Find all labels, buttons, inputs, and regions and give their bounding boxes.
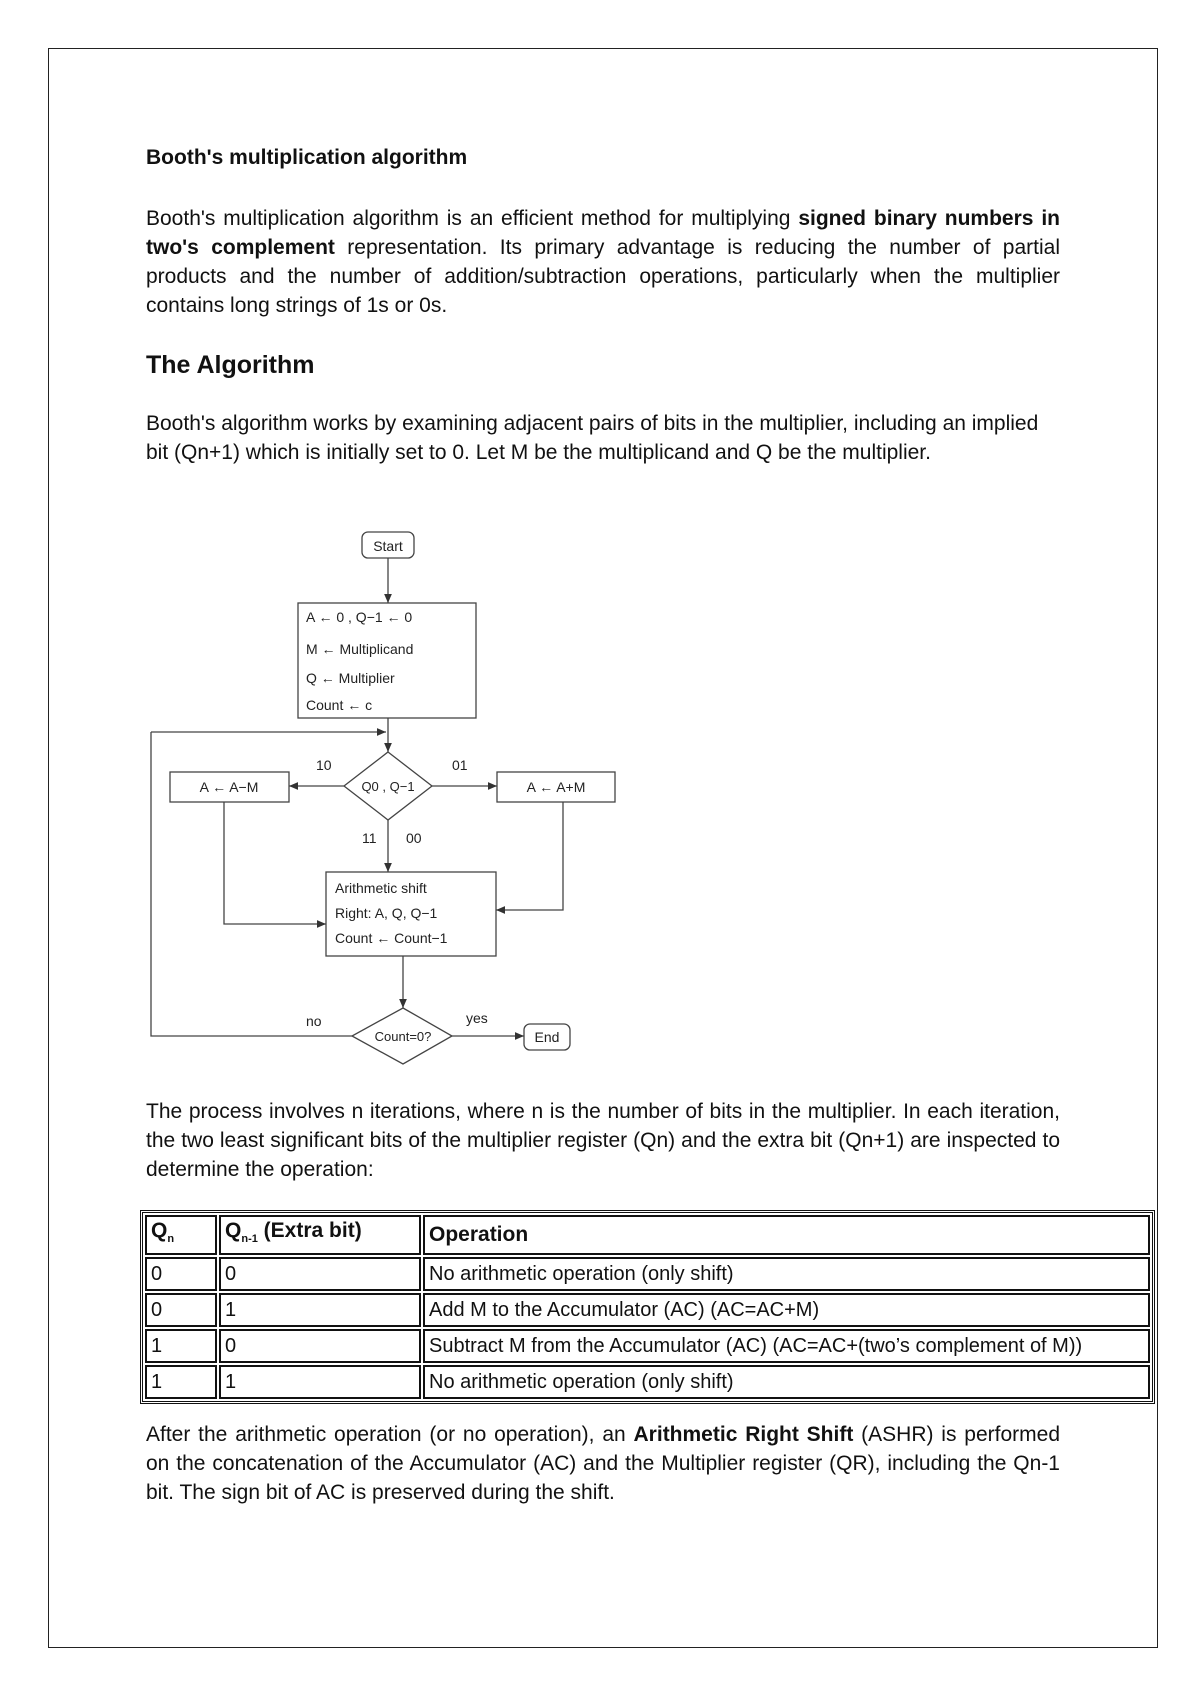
- shift-line-3: Count ← Count−1: [335, 930, 448, 946]
- label-11: 11: [362, 830, 377, 846]
- cell-qn: 0: [145, 1257, 217, 1291]
- count-decision-label: Count=0?: [374, 1029, 432, 1044]
- init-line-1: A ← 0 , Q−1 ← 0: [306, 609, 413, 625]
- cell-qn: 1: [145, 1329, 217, 1363]
- end-label: End: [534, 1029, 560, 1045]
- cell-operation: Add M to the Accumulator (AC) (AC=AC+M): [423, 1293, 1150, 1327]
- arrow-subtract-shift: [224, 802, 326, 924]
- label-yes: yes: [466, 1010, 488, 1026]
- header-qn: $Q_n$: [145, 1215, 217, 1255]
- closing-paragraph: [146, 1420, 1060, 1507]
- init-line-2: M ← Multiplicand: [306, 641, 414, 657]
- table-header-row: [145, 1215, 1150, 1255]
- table-row: [145, 1257, 1150, 1291]
- shift-line-2: Right: A, Q, Q−1: [335, 905, 438, 921]
- cell-operation: Subtract M from the Accumulator (AC) (AC=AC+(two’s complement of M)): [423, 1329, 1150, 1363]
- cell-qn1: 0: [219, 1257, 421, 1291]
- init-line-3: Q ← Multiplier: [306, 670, 395, 686]
- closing-text-2: (ASHR) is performed on the concatenation of the Accumulator (AC) and the Multiplier register (QR), including the Qn-1 bit. The sign bit of AC is preserved during the shift.: [146, 1423, 1061, 1504]
- table-row: [145, 1365, 1150, 1399]
- cell-qn1: 1: [219, 1365, 421, 1399]
- cell-qn: 1: [145, 1365, 217, 1399]
- shift-line-1: Arithmetic shift: [335, 880, 427, 896]
- header-operation: Operation: [423, 1215, 1150, 1255]
- section-heading: The Algorithm: [146, 351, 315, 379]
- init-line-4: Count ← c: [306, 697, 373, 713]
- closing-bold: Arithmetic Right Shift: [633, 1423, 854, 1446]
- decision-main-label: Q0 , Q−1: [361, 779, 415, 794]
- add-label: A ← A+M: [526, 779, 586, 795]
- cell-qn: 0: [145, 1293, 217, 1327]
- label-10: 10: [316, 757, 332, 773]
- table-row: [145, 1329, 1150, 1363]
- document-title: Booth's multiplication algorithm: [146, 146, 468, 169]
- label-01: 01: [452, 757, 468, 773]
- cell-operation: No arithmetic operation (only shift): [423, 1257, 1150, 1291]
- loop-back-line: [151, 732, 352, 1036]
- arrow-add-shift: [496, 802, 563, 910]
- process-paragraph: The process involves n iterations, where n is the number of bits in the multiplier. In each iteration, the two least significant bits of the multiplier register (Qn) and the extra bit (Qn+1) are inspected to determine the operation:: [146, 1100, 1060, 1181]
- operation-table: [140, 1210, 1155, 1404]
- intro-text-1: Booth's multiplication algorithm is an efficient method for multiplying: [146, 207, 799, 230]
- subtract-label: A ← A−M: [199, 779, 259, 795]
- header-qn1: $Q_{n-1}$ (Extra bit): [219, 1215, 421, 1255]
- closing-text-1: After the arithmetic operation (or no operation), an: [146, 1423, 634, 1446]
- table-row: [145, 1293, 1150, 1327]
- cell-qn1: 0: [219, 1329, 421, 1363]
- cell-operation: No arithmetic operation (only shift): [423, 1365, 1150, 1399]
- algorithm-paragraph: Booth's algorithm works by examining adjacent pairs of bits in the multiplier, including an implied bit (Qn+1) which is initially set to 0. Let M be the multiplicand and Q be the multiplier.: [146, 412, 1039, 464]
- intro-text-2: representation. Its primary advantage is reducing the number of partial products and the number of addition/subtraction operations, particularly when the multiplier contains long strings of 1s or 0s.: [146, 236, 1060, 317]
- label-00: 00: [406, 830, 422, 846]
- intro-bold: signed binary numbers in two's complement: [146, 207, 1060, 259]
- cell-qn1: 1: [219, 1293, 421, 1327]
- label-no: no: [306, 1013, 322, 1029]
- start-label: Start: [373, 538, 403, 554]
